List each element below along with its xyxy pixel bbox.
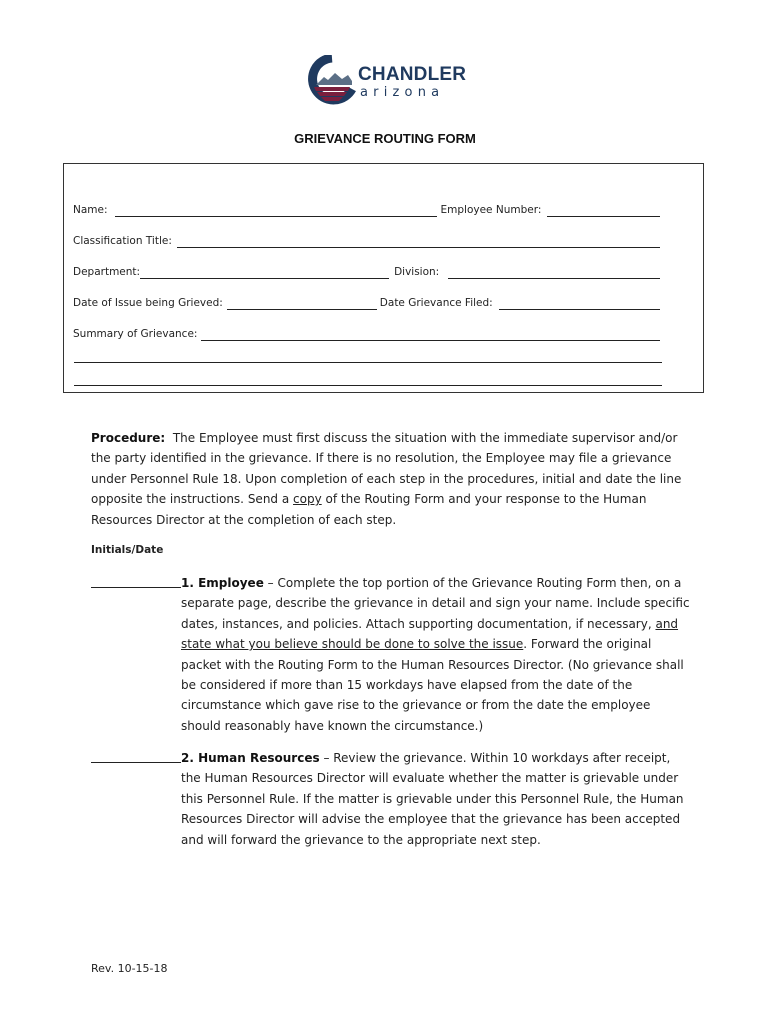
procedure-text-b: of the Routing Form and your response to the Human Resources Director at the completion of each step. [91, 492, 647, 527]
step-1-text-b: . Forward the original packet with the Routing Form to the Human Resources Director. (No grievance shall be considered if more than 15 workdays have elapsed from the date of the circumstance which gave rise to the grievance or from the date the employee should reasonably have known the circumstance.) [181, 637, 684, 733]
classification-title-label: Classification Title: [73, 235, 172, 247]
procedure-paragraph [91, 428, 691, 530]
row-summary [73, 325, 662, 341]
summary-field[interactable] [201, 328, 660, 341]
logo-wordmark: CHANDLER [358, 64, 467, 85]
step-1-initials-line[interactable] [91, 587, 181, 588]
row-dates [73, 294, 662, 310]
summary-line-2[interactable] [74, 362, 662, 363]
procedure-text-a: The Employee must first discuss the situation with the immediate supervisor and/or the party identified in the grievance. If there is no resolution, the Employee may file a grievance under Personnel Rule 18. Upon completion of each step in the procedures, initial and date the line opposite the instructions. Send a [91, 431, 682, 507]
classification-title-field[interactable] [177, 235, 660, 248]
employee-number-field[interactable] [547, 204, 660, 217]
step-2-text [181, 748, 691, 850]
procedure-label: Procedure: [91, 431, 166, 445]
row-department [73, 263, 662, 279]
name-field[interactable] [115, 204, 437, 217]
row-classification [73, 232, 662, 248]
form-title: GRIEVANCE ROUTING FORM [294, 131, 476, 146]
step-2-text-a: – Review the grievance. Within 10 workdays after receipt, the Human Resources Director will evaluate whether the matter is grievable under this Personnel Rule. If the matter is grievable under this Personnel Rule, the Human Resources Director will advise the employee that the grievance has been accepted and will forward the grievance to the appropriate next step. [181, 751, 684, 847]
department-label: Department: [73, 266, 141, 278]
step-2-initials-line[interactable] [91, 762, 181, 763]
date-of-issue-label: Date of Issue being Grieved: [73, 297, 223, 309]
step-1-title: 1. Employee [181, 576, 264, 590]
step-1-text [181, 573, 691, 736]
procedure-text-copy: copy [293, 492, 322, 507]
employee-info-box [63, 163, 704, 393]
date-filed-field[interactable] [499, 297, 660, 310]
division-field[interactable] [448, 266, 660, 279]
name-label: Name: [73, 204, 108, 216]
summary-label: Summary of Grievance: [73, 328, 198, 340]
date-filed-label: Date Grievance Filed: [379, 297, 493, 309]
employee-number-label: Employee Number: [440, 204, 542, 216]
step-1-text-underlined: and state what you believe should be done to solve the issue [181, 616, 679, 652]
chandler-logo-icon [308, 55, 356, 105]
step-1-text-a: – Complete the top portion of the Grievance Routing Form then, on a separate page, describe the grievance in detail and sign your name. Include specific dates, instances, and policies. Attach supporting documentation, if necessary, [181, 576, 690, 631]
step-2-title: 2. Human Resources [181, 751, 320, 765]
row-name [73, 201, 662, 217]
division-label: Division: [394, 266, 440, 278]
city-logo [308, 55, 467, 107]
revision-date: Rev. 10-15-18 [91, 962, 168, 975]
initials-date-heading: Initials/Date [91, 544, 164, 556]
logo-subtitle: arizona [360, 85, 445, 100]
department-field[interactable] [140, 266, 389, 279]
summary-line-3[interactable] [74, 385, 662, 386]
date-of-issue-field[interactable] [227, 297, 377, 310]
